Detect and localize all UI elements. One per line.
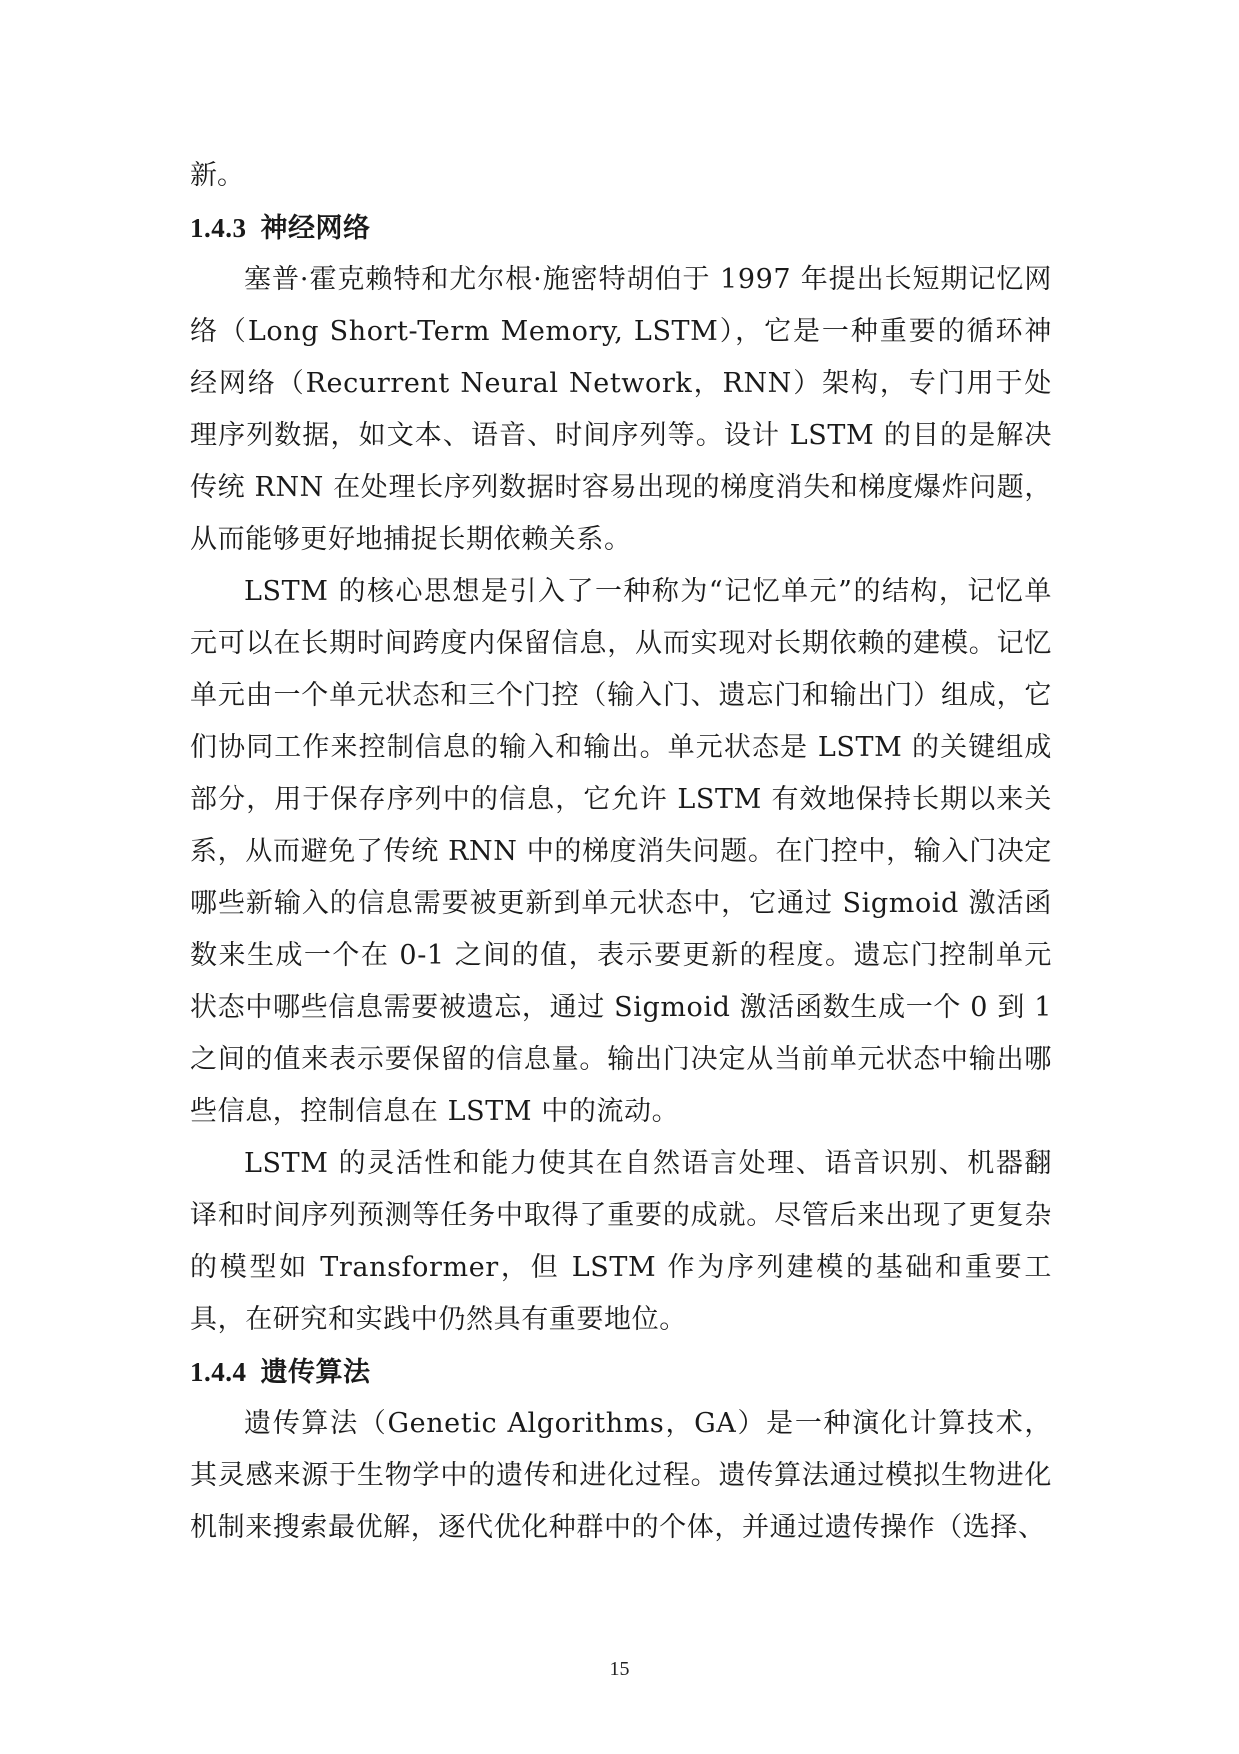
section-heading-1-4-4 xyxy=(190,1346,1052,1398)
continuation-text: 新。 xyxy=(190,160,244,191)
paragraph-lstm-core: LSTM 的核心思想是引入了一种称为“记忆单元”的结构，记忆单元可以在长期时间跨度内保留信息，从而实现对长期依赖的建模。记忆单元由一个单元状态和三个门控（输入门、遗忘门和输出门）组成，它们协同工作来控制信息的输入和输出。单元状态是 LSTM 的关键组成部分，用于保存序列中的信息，它允许 LSTM 有效地保持长期以来关系，从而避免了传统 RNN 中的梯度消失问题。在门控中，输入门决定哪些新输入的信息需要被更新到单元状态中，它通过 Sigmoid 激活函数来生成一个在 0-1 之间的值，表示要更新的程度。遗忘门控制单元状态中哪些信息需要被遗忘，通过 Sigmoid 激活函数生成一个 0 到 1 之间的值来表示要保留的信息量。输出门决定从当前单元状态中输出哪些信息，控制信息在 LSTM 中的流动。 xyxy=(190,576,1052,1127)
section-heading-1-4-3 xyxy=(190,202,1052,254)
paragraph-lstm-intro: 塞普·霍克赖特和尤尔根·施密特胡伯于 1997 年提出长短期记忆网络（Long Short-Term Memory, LSTM），它是一种重要的循环神经网络（Recurrent Neural Network，RNN）架构，专门用于处理序列数据，如文本、语音、时间序列等。设计 LSTM 的目的是解决传统 RNN 在处理长序列数据时容易出现的梯度消失和梯度爆炸问题，从而能够更好地捕捉长期依赖关系。 xyxy=(190,264,1052,555)
section-number: 1.4.3 xyxy=(190,213,247,243)
paragraph-lstm-applications: LSTM 的灵活性和能力使其在自然语言处理、语音识别、机器翻译和时间序列预测等任务中取得了重要的成就。尽管后来出现了更复杂的模型如 Transformer，但 LSTM 作为序列建模的基础和重要工具，在研究和实践中仍然具有重要地位。 xyxy=(190,1148,1052,1335)
paragraph-ga-intro: 遗传算法（Genetic Algorithms，GA）是一种演化计算技术，其灵感来源于生物学中的遗传和进化过程。遗传算法通过模拟生物进化机制来搜索最优解，逐代优化种群中的个体，并通过遗传操作（选择、 xyxy=(190,1408,1052,1543)
section-title: 神经网络 xyxy=(260,213,371,244)
page-number: 15 xyxy=(609,1658,630,1680)
section-number: 1.4.4 xyxy=(190,1357,247,1387)
section-title: 遗传算法 xyxy=(260,1357,371,1388)
page-body xyxy=(190,150,1052,1554)
